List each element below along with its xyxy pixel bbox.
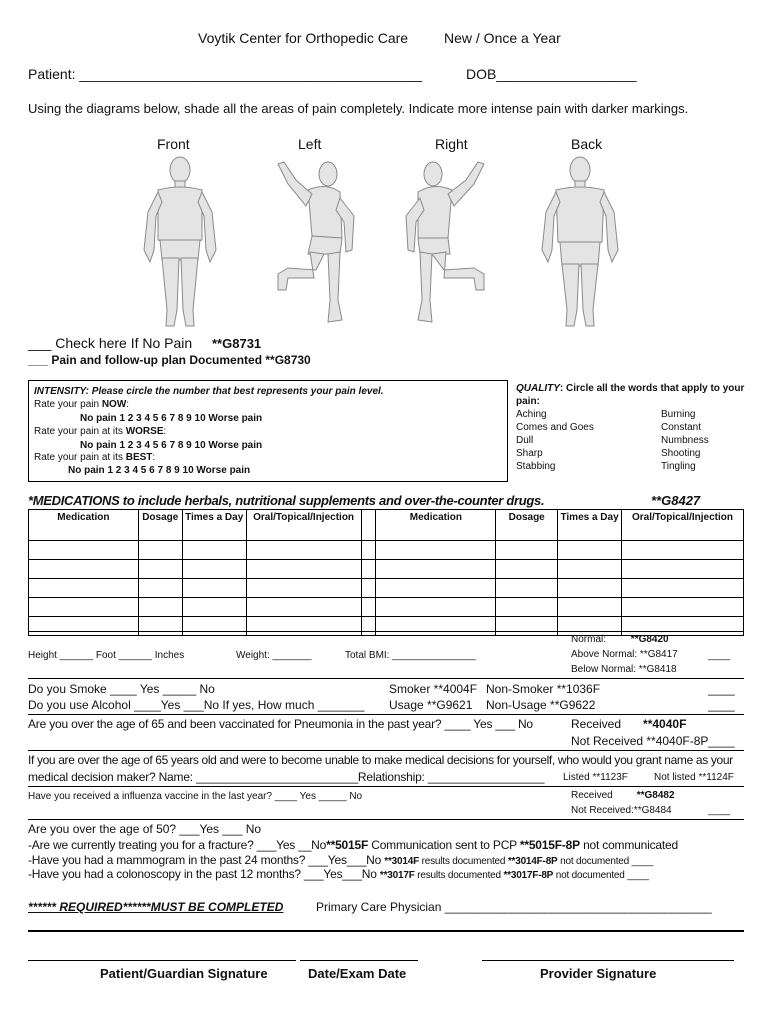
quality-constant[interactable]: Constant bbox=[661, 422, 702, 433]
intensity-best-label: Rate your pain at its BEST: bbox=[34, 452, 156, 463]
fracture-question[interactable]: -Are we currently treating you for a fracture? ___Yes __No**5015F Communication sent to PCP **5015F-8P not communicated bbox=[28, 838, 678, 852]
table-row[interactable] bbox=[29, 579, 744, 598]
quality-numbness[interactable]: Numbness bbox=[661, 435, 709, 446]
med-header-dosage-1: Dosage bbox=[138, 510, 182, 541]
table-row[interactable] bbox=[29, 560, 744, 579]
pain-plan-check[interactable]: ___ Pain and follow-up plan Documented **G8730 bbox=[28, 353, 311, 367]
influenza-question[interactable]: Have you received a influenza vaccine in the last year? ____ Yes _____ No bbox=[28, 791, 363, 802]
dob-field[interactable]: DOB__________________ bbox=[466, 66, 637, 82]
right-body-figure[interactable] bbox=[388, 150, 503, 330]
med-header-times-1: Times a Day bbox=[182, 510, 246, 541]
med-header-medication-2: Medication bbox=[376, 510, 496, 541]
divider bbox=[28, 750, 744, 751]
influenza-not-received: Not Received:**G8484 bbox=[571, 805, 672, 816]
provider-signature-label: Provider Signature bbox=[540, 966, 657, 981]
quality-dull[interactable]: Dull bbox=[516, 435, 534, 446]
quality-stabbing[interactable]: Stabbing bbox=[516, 461, 556, 472]
quality-sharp[interactable]: Sharp bbox=[516, 448, 543, 459]
divider bbox=[28, 631, 744, 632]
diagram-label-left: Left bbox=[298, 136, 322, 152]
height-field[interactable]: Height ______ Foot ______ Inches bbox=[28, 650, 185, 661]
alcohol-nonusage-code: Non-Usage **G9622 bbox=[486, 698, 596, 712]
divider bbox=[28, 714, 744, 715]
smoke-question[interactable]: Do you Smoke ____ Yes _____ No bbox=[28, 682, 215, 696]
age-50-question[interactable]: Are you over the age of 50? ___Yes ___ No bbox=[28, 822, 262, 836]
visit-type: New / Once a Year bbox=[444, 30, 561, 46]
patient-name-field[interactable]: Patient: ____________________________________________ bbox=[28, 66, 422, 82]
decision-listed: Listed **1123F bbox=[563, 772, 628, 783]
influenza-received: Received **G8482 bbox=[571, 790, 675, 801]
bmi-field[interactable]: Total BMI: _______________ bbox=[345, 650, 476, 661]
decision-maker-question: If you are over the age of 65 years old and were to become unable to make medical decisions for yourself, who would you grant name as your bbox=[28, 753, 733, 767]
medications-table bbox=[28, 509, 744, 636]
divider bbox=[28, 930, 744, 932]
bmi-below: Below Normal: **G8418 bbox=[571, 664, 677, 675]
intensity-now-scale[interactable]: No pain 1 2 3 4 5 6 7 8 9 10 Worse pain bbox=[80, 413, 263, 424]
mammogram-question[interactable]: -Have you had a mammogram in the past 24 months? ___Yes___No **3014F results documented **3014F-8P not documented ____ bbox=[28, 853, 654, 867]
medications-title: *MEDICATIONS to include herbals, nutritional supplements and over-the-counter drugs. bbox=[28, 493, 545, 508]
bmi-above: Above Normal: **G8417 bbox=[571, 649, 678, 660]
pneumonia-not-received: Not Received **4040F-8P bbox=[571, 734, 709, 748]
left-body-figure[interactable] bbox=[268, 150, 368, 330]
pneumonia-received: Received **4040F bbox=[571, 717, 687, 731]
colonoscopy-question[interactable]: -Have you had a colonoscopy in the past 12 months? ___Yes___No **3017F results documented **3017F-8P not documented ____ bbox=[28, 867, 649, 881]
primary-care-physician-field[interactable]: Primary Care Physician ________________________________________ bbox=[316, 900, 712, 914]
med-header-medication-1: Medication bbox=[29, 510, 139, 541]
intensity-worse-label: Rate your pain at its WORSE: bbox=[34, 426, 167, 437]
quality-comes-and-goes[interactable]: Comes and Goes bbox=[516, 422, 594, 433]
required-notice: ****** REQUIRED******MUST BE COMPLETED bbox=[28, 900, 284, 914]
patient-signature-line[interactable] bbox=[28, 960, 296, 961]
alcohol-blank[interactable]: ____ bbox=[708, 698, 735, 712]
clinic-title: Voytik Center for Orthopedic Care bbox=[198, 30, 409, 46]
med-header-dosage-2: Dosage bbox=[496, 510, 558, 541]
table-row[interactable] bbox=[29, 541, 744, 560]
intensity-title: INTENSITY: Please circle the number that best represents your pain level. bbox=[34, 386, 384, 397]
intensity-worse-scale[interactable]: No pain 1 2 3 4 5 6 7 8 9 10 Worse pain bbox=[80, 440, 263, 451]
alcohol-question[interactable]: Do you use Alcohol ____Yes ___No If yes, How much _______ bbox=[28, 698, 365, 712]
diagram-label-right: Right bbox=[435, 136, 468, 152]
pneumonia-blank[interactable]: ____ bbox=[708, 734, 735, 748]
bmi-blank[interactable]: ____ bbox=[708, 650, 731, 661]
instructions: Using the diagrams below, shade all the areas of pain completely. Indicate more intense pain with darker markings. bbox=[28, 101, 689, 116]
diagram-label-back: Back bbox=[571, 136, 603, 152]
table-row[interactable] bbox=[29, 598, 744, 617]
provider-signature-line[interactable] bbox=[482, 960, 734, 961]
alcohol-usage-code: Usage **G9621 bbox=[389, 698, 473, 712]
table-row[interactable] bbox=[29, 617, 744, 636]
bmi-normal: Normal: **G8420 bbox=[571, 634, 669, 645]
decision-maker-fields[interactable]: medical decision maker? Name: _________________________Relationship: __________________ bbox=[28, 770, 545, 784]
med-header-times-2: Times a Day bbox=[558, 510, 622, 541]
no-pain-check[interactable]: ___ Check here If No Pain bbox=[28, 335, 193, 351]
quality-tingling[interactable]: Tingling bbox=[661, 461, 696, 472]
quality-title: QUALITY: Circle all the words that apply to your bbox=[516, 383, 745, 394]
quality-aching[interactable]: Aching bbox=[516, 409, 547, 420]
nonsmoker-code: Non-Smoker **1036F bbox=[486, 682, 601, 696]
quality-burning[interactable]: Burning bbox=[661, 409, 696, 420]
diagram-label-front: Front bbox=[157, 136, 190, 152]
date-signature-line[interactable] bbox=[300, 960, 418, 961]
decision-not-listed: Not listed **1124F bbox=[654, 772, 734, 783]
smoke-blank[interactable]: ____ bbox=[708, 682, 735, 696]
intensity-best-scale[interactable]: No pain 1 2 3 4 5 6 7 8 9 10 Worse pain bbox=[68, 465, 251, 476]
pneumonia-question[interactable]: Are you over the age of 65 and been vaccinated for Pneumonia in the past year? ____ Yes ___ No bbox=[28, 717, 533, 731]
quality-shooting[interactable]: Shooting bbox=[661, 448, 701, 459]
med-header-route-1: Oral/Topical/Injection bbox=[246, 510, 361, 541]
influenza-blank[interactable]: ____ bbox=[708, 805, 731, 816]
date-signature-label: Date/Exam Date bbox=[308, 966, 407, 981]
no-pain-code: **G8731 bbox=[212, 336, 262, 351]
weight-field[interactable]: Weight: _______ bbox=[236, 650, 312, 661]
med-header-spacer bbox=[361, 510, 376, 541]
smoker-code: Smoker **4004F bbox=[389, 682, 478, 696]
intensity-now-label: Rate your pain NOW: bbox=[34, 399, 130, 410]
back-body-figure[interactable] bbox=[530, 150, 630, 330]
divider bbox=[28, 786, 744, 787]
med-header-route-2: Oral/Topical/Injection bbox=[622, 510, 744, 541]
medications-code: **G8427 bbox=[651, 493, 701, 508]
patient-signature-label: Patient/Guardian Signature bbox=[100, 966, 268, 981]
divider bbox=[28, 678, 744, 679]
front-body-figure[interactable] bbox=[130, 150, 230, 330]
quality-title-cont: pain: bbox=[516, 396, 540, 407]
divider bbox=[28, 819, 744, 820]
